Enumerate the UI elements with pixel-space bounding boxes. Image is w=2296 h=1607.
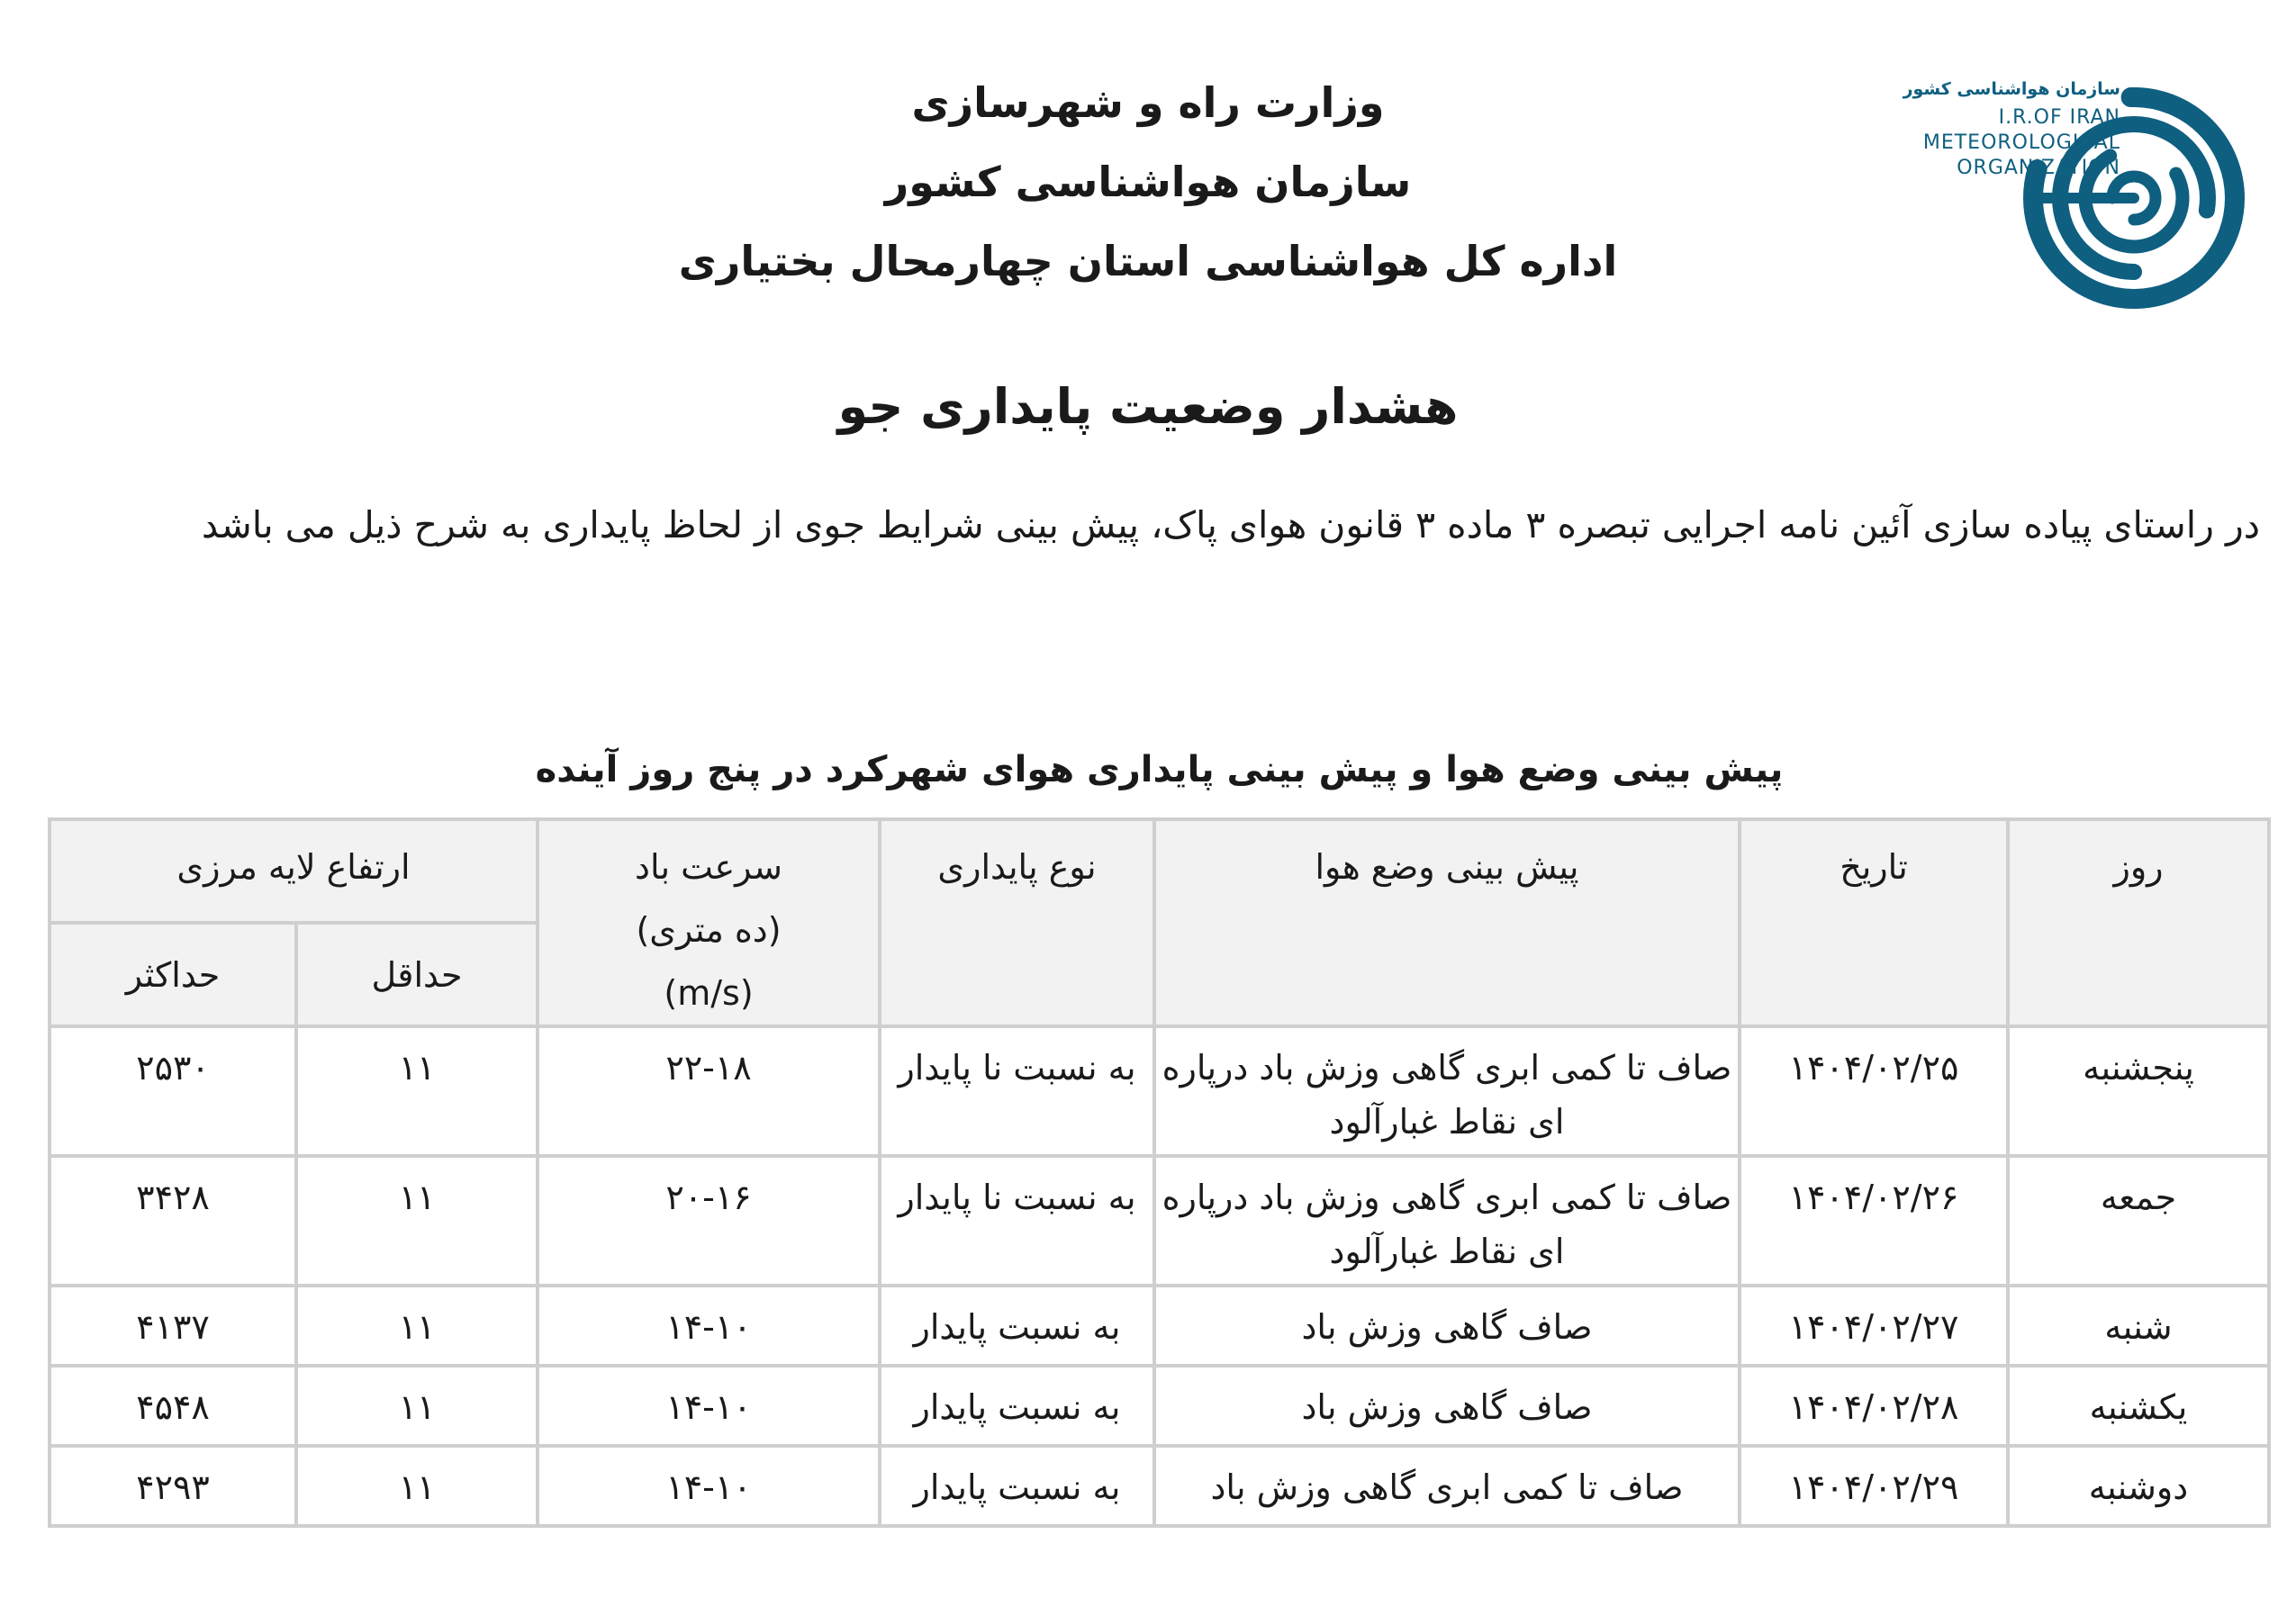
logo-text-fa: سازمان هواشناسی کشور	[1903, 79, 2120, 99]
table-caption: پیش بینی وضع هوا و پیش بینی پایداری هوای شهرکرد در پنج روز آینده	[535, 749, 1784, 790]
cell-wind: ۱۴-۱۰	[538, 1366, 880, 1446]
cell-stability: به نسبت نا پایدار	[880, 1156, 1154, 1286]
header-max: حداکثر	[50, 923, 296, 1026]
cell-date: ۱۴۰۴/۰۲/۲۷	[1740, 1286, 2008, 1366]
cell-max: ۴۵۴۸	[50, 1366, 296, 1446]
cell-wind: ۲۰-۱۶	[538, 1156, 880, 1286]
cell-weather: صاف گاهی وزش باد	[1154, 1286, 1740, 1366]
cell-wind: ۱۴-۱۰	[538, 1286, 880, 1366]
cell-day: شنبه	[2008, 1286, 2269, 1366]
cell-min: ۱۱	[296, 1156, 538, 1286]
cell-day: دوشنبه	[2008, 1446, 2269, 1526]
header-wind-speed	[538, 819, 880, 1026]
header	[630, 63, 1666, 301]
cell-max: ۴۱۳۷	[50, 1286, 296, 1366]
cell-day: یکشنبه	[2008, 1366, 2269, 1446]
cell-date: ۱۴۰۴/۰۲/۲۶	[1740, 1156, 2008, 1286]
cell-weather: صاف تا کمی ابری گاهی وزش باد درپاره ای نقاط غبارآلود	[1154, 1026, 1740, 1156]
cell-day: پنجشنبه	[2008, 1026, 2269, 1156]
cell-wind: ۱۴-۱۰	[538, 1446, 880, 1526]
header-wind-line-3: (m/s)	[664, 973, 754, 1013]
header-date: تاریخ	[1740, 819, 2008, 1026]
table-row	[50, 1026, 2269, 1156]
table-row	[50, 1286, 2269, 1366]
logo-spiral-icon	[2017, 81, 2251, 315]
cell-max: ۳۴۲۸	[50, 1156, 296, 1286]
header-wind-line-1: سرعت باد	[635, 847, 782, 887]
intro-paragraph: در راستای پیاده سازی آئین نامه اجرایی تبصره ۳ ماده ۳ قانون هوای پاک، پیش بینی شرایط جوی از لحاظ پایداری به شرح ذیل می باشد	[201, 503, 2260, 546]
cell-date: ۱۴۰۴/۰۲/۲۹	[1740, 1446, 2008, 1526]
cell-min: ۱۱	[296, 1366, 538, 1446]
cell-date: ۱۴۰۴/۰۲/۲۸	[1740, 1366, 2008, 1446]
cell-day: جمعه	[2008, 1156, 2269, 1286]
department-name: اداره کل هواشناسی استان چهارمحال بختیاری	[678, 237, 1618, 285]
document-title: هشدار وضعیت پایداری جو	[837, 378, 1459, 435]
table-row	[50, 1366, 2269, 1446]
cell-stability: به نسبت پایدار	[880, 1446, 1154, 1526]
cell-stability: به نسبت نا پایدار	[880, 1026, 1154, 1156]
cell-weather: صاف تا کمی ابری گاهی وزش باد	[1154, 1446, 1740, 1526]
meteorological-organization-logo	[1877, 72, 2237, 315]
cell-min: ۱۱	[296, 1446, 538, 1526]
cell-weather: صاف تا کمی ابری گاهی وزش باد درپاره ای نقاط غبارآلود	[1154, 1156, 1740, 1286]
cell-stability: به نسبت پایدار	[880, 1286, 1154, 1366]
header-stability: نوع پایداری	[880, 819, 1154, 1026]
logo-text-en-2: METEOROLOGICAL	[1922, 131, 2120, 154]
cell-max: ۴۲۹۳	[50, 1446, 296, 1526]
header-day: روز	[2008, 819, 2269, 1026]
forecast-table	[48, 817, 2271, 1528]
header-min: حداقل	[296, 923, 538, 1026]
logo-text-en-1: I.R.OF IRAN	[1998, 106, 2120, 129]
cell-date: ۱۴۰۴/۰۲/۲۵	[1740, 1026, 2008, 1156]
cell-weather: صاف گاهی وزش باد	[1154, 1366, 1740, 1446]
header-wind-line-2: (ده متری)	[636, 910, 782, 950]
table-row	[50, 1156, 2269, 1286]
cell-min: ۱۱	[296, 1286, 538, 1366]
header-boundary-layer: ارتفاع لایه مرزی	[50, 819, 538, 923]
header-weather: پیش بینی وضع هوا	[1154, 819, 1740, 1026]
cell-min: ۱۱	[296, 1026, 538, 1156]
logo-text-en-3: ORGANIZATION	[1957, 157, 2120, 179]
cell-max: ۲۵۳۰	[50, 1026, 296, 1156]
table-row	[50, 1446, 2269, 1526]
organization-name: سازمان هواشناسی کشور	[884, 158, 1412, 206]
ministry-name: وزارت راه و شهرسازی	[911, 78, 1385, 127]
cell-wind: ۲۲-۱۸	[538, 1026, 880, 1156]
cell-stability: به نسبت پایدار	[880, 1366, 1154, 1446]
